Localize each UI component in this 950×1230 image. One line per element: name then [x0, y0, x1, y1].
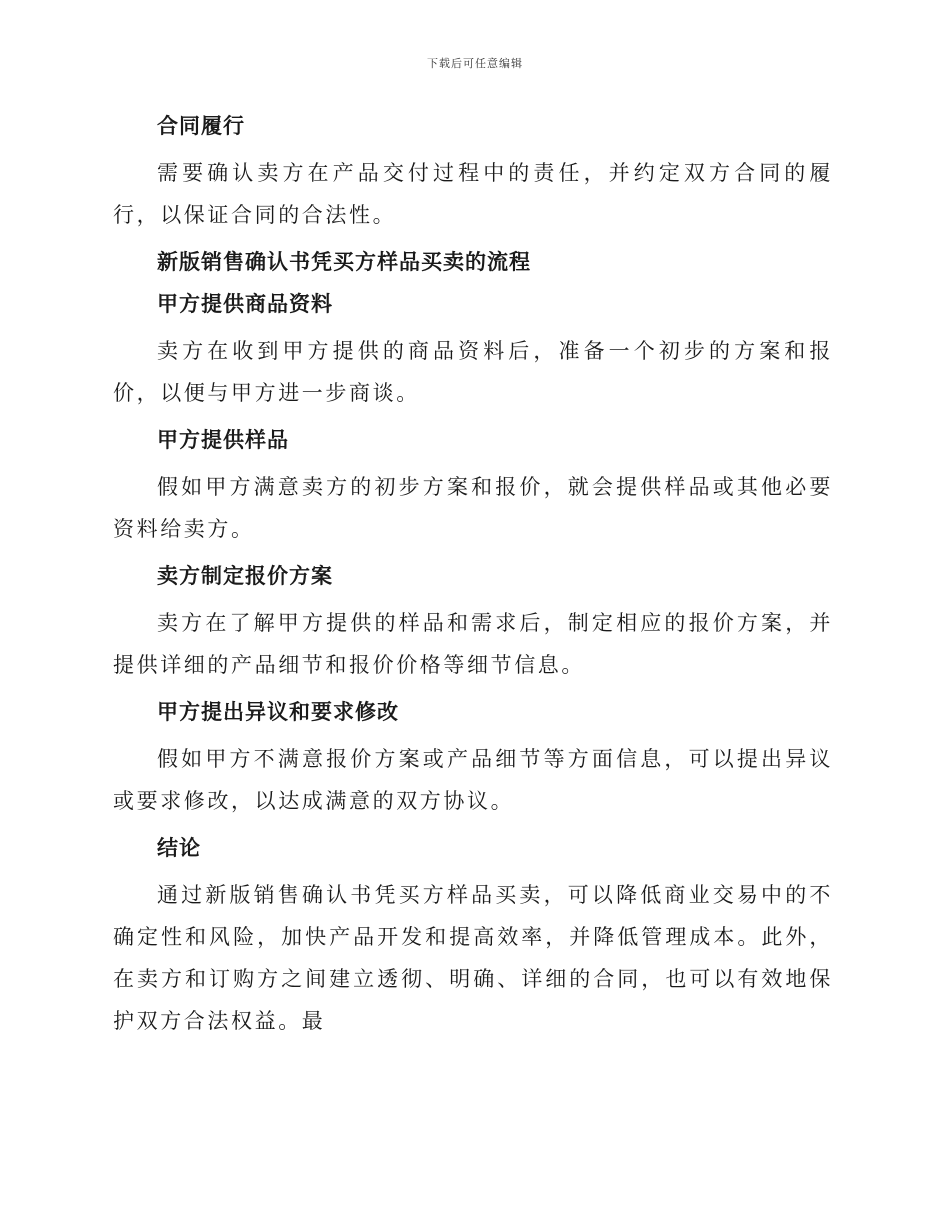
- section-heading-party-a-samples: 甲方提供样品: [157, 427, 289, 452]
- section-heading-process: 新版销售确认书凭买方样品买卖的流程: [157, 249, 531, 274]
- section-paragraph-seller-quote: 卖方在了解甲方提供的样品和需求后，制定相应的报价方案，并提供详细的产品细节和报价价格等细节信息。: [113, 611, 833, 677]
- section-paragraph-contract-performance: 需要确认卖方在产品交付过程中的责任，并约定双方合同的履行，以保证合同的合法性。: [113, 161, 833, 227]
- section-heading-conclusion: 结论: [157, 835, 201, 860]
- page-header-note: 下载后可任意编辑: [427, 57, 523, 70]
- section-heading-seller-quote: 卖方制定报价方案: [157, 563, 333, 588]
- document-body: [113, 110, 833, 1052]
- section-paragraph-party-a-materials: 卖方在收到甲方提供的商品资料后，准备一个初步的方案和报价，以便与甲方进一步商谈。: [113, 339, 833, 405]
- section-paragraph-party-a-samples: 假如甲方满意卖方的初步方案和报价，就会提供样品或其他必要资料给卖方。: [113, 475, 833, 541]
- section-heading-party-a-objection: 甲方提出异议和要求修改: [157, 699, 399, 724]
- section-paragraph-party-a-objection: 假如甲方不满意报价方案或产品细节等方面信息，可以提出异议或要求修改，以达成满意的双方协议。: [113, 747, 833, 813]
- section-heading-contract-performance: 合同履行: [157, 113, 245, 138]
- section-heading-party-a-materials: 甲方提供商品资料: [157, 291, 333, 316]
- section-paragraph-conclusion: 通过新版销售确认书凭买方样品买卖，可以降低商业交易中的不确定性和风险，加快产品开发和提高效率，并降低管理成本。此外，在卖方和订购方之间建立透彻、明确、详细的合同，也可以有效地保护双方合法权益。最: [113, 883, 833, 1033]
